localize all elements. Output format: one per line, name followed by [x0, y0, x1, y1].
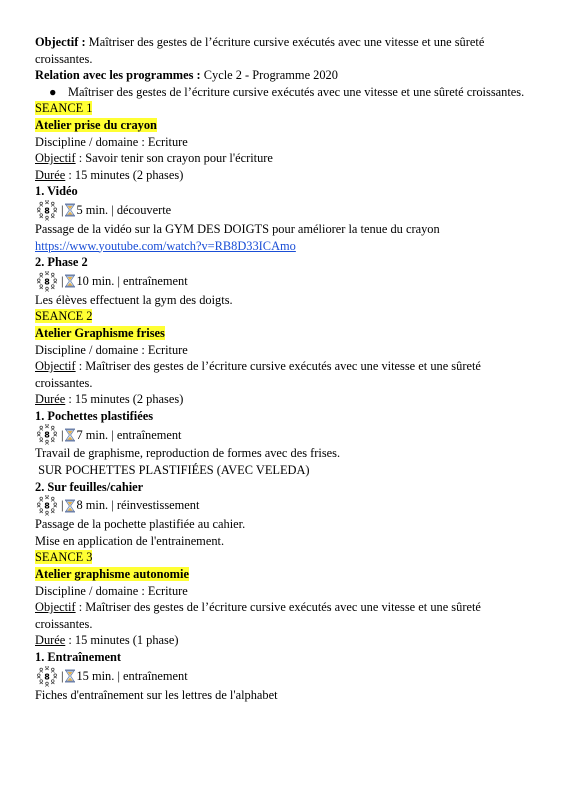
- separator: |: [61, 668, 64, 683]
- phase-description: Passage de la pochette plastifiée au cahier.: [35, 517, 246, 532]
- atelier-2-title: Atelier Graphisme frises: [35, 325, 165, 340]
- phase-duration: 8 min. | réinvestissement: [76, 498, 200, 513]
- seance-1-objective: [35, 150, 535, 167]
- phase-description: SUR POCHETTES PLASTIFIÉES (AVEC VELEDA): [35, 463, 310, 478]
- phase-meta: [35, 495, 535, 516]
- objective-label: Objectif :: [35, 35, 86, 49]
- phase-title: 2. Phase 2: [35, 255, 88, 270]
- phase-meta: [35, 271, 535, 292]
- atelier-1-title: Atelier prise du crayon: [35, 117, 157, 132]
- group-icon: [35, 424, 59, 445]
- objective-text: : Savoir tenir son crayon pour l'écriture: [75, 151, 273, 166]
- group-icon: [35, 271, 59, 292]
- objective-text: : Maîtriser des gestes de l’écriture cursive exécutés avec une vitesse et une sûreté croissantes.: [35, 600, 481, 631]
- phase-meta: [35, 424, 535, 445]
- separator: |: [61, 273, 64, 288]
- program-bullet-text: Maîtriser des gestes de l’écriture cursive exécutés avec une vitesse et une sûreté croissantes.: [68, 84, 525, 99]
- group-icon: [35, 200, 59, 221]
- objective-label: Objectif: [35, 151, 76, 166]
- svg-text:8: 8: [44, 501, 50, 511]
- svg-text:8: 8: [44, 206, 50, 216]
- seance-3-discipline: Discipline / domaine : Ecriture: [35, 583, 188, 598]
- phase-title: 1. Pochettes plastifiées: [35, 408, 154, 423]
- seance-3-objective: [35, 599, 535, 632]
- separator: |: [61, 498, 64, 513]
- seance-2-discipline: Discipline / domaine : Ecriture: [35, 342, 188, 357]
- phase-duration: 10 min. | entraînement: [76, 273, 188, 288]
- separator: |: [61, 427, 64, 442]
- phase-description: Mise en application de l'entrainement.: [35, 533, 225, 548]
- seance-1-duration: [35, 167, 535, 184]
- duration-label: Durée: [35, 167, 66, 182]
- phase-title: 2. Sur feuilles/cahier: [35, 479, 144, 494]
- seance-1-heading: SEANCE 1: [35, 101, 93, 116]
- atelier-3-title: Atelier graphisme autonomie: [35, 567, 189, 582]
- hourglass-icon: [64, 669, 76, 683]
- phase-meta: [35, 666, 535, 687]
- phase-title: 1. Vidéo: [35, 184, 78, 199]
- objective-text: : Maîtriser des gestes de l’écriture cursive exécutés avec une vitesse et une sûreté croissantes.: [35, 359, 481, 390]
- video-link[interactable]: https://www.youtube.com/watch?v=RB8D33ICAmo: [35, 238, 296, 253]
- duration-label: Durée: [35, 633, 66, 648]
- seance-2-heading: SEANCE 2: [35, 309, 93, 324]
- duration-label: Durée: [35, 392, 66, 407]
- document-content: [35, 34, 535, 703]
- relation-line: [35, 67, 535, 84]
- relation-label: Relation avec les programmes :: [35, 68, 201, 83]
- phase-duration: 15 min. | entraînement: [76, 668, 188, 683]
- duration-text: : 15 minutes (1 phase): [65, 633, 179, 648]
- duration-text: : 15 minutes (2 phases): [65, 167, 184, 182]
- group-icon: [35, 666, 59, 687]
- hourglass-icon: [64, 203, 76, 217]
- hourglass-icon: [64, 428, 76, 442]
- svg-text:8: 8: [44, 430, 50, 440]
- objective-line: [35, 34, 535, 67]
- seance-1-discipline: Discipline / domaine : Ecriture: [35, 134, 188, 149]
- phase-duration: 7 min. | entraînement: [76, 427, 182, 442]
- relation-text: Cycle 2 - Programme 2020: [200, 68, 338, 83]
- objective-label: Objectif: [35, 359, 76, 374]
- seance-3-duration: [35, 632, 535, 649]
- phase-title: 1. Entraînement: [35, 650, 122, 664]
- phase-meta: [35, 200, 535, 221]
- seance-3-heading: SEANCE 3: [35, 550, 93, 565]
- svg-text:8: 8: [44, 277, 50, 287]
- hourglass-icon: [64, 499, 76, 513]
- hourglass-icon: [64, 274, 76, 288]
- phase-description: Travail de graphisme, reproduction de formes avec des frises.: [35, 446, 341, 461]
- svg-text:8: 8: [44, 672, 50, 682]
- program-bullet: [35, 84, 535, 101]
- seance-2-objective: [35, 358, 535, 391]
- seance-2-duration: [35, 391, 535, 408]
- phase-description: Passage de la vidéo sur la GYM DES DOIGTS pour améliorer la tenue du crayon: [35, 221, 440, 236]
- objective-text: Maîtriser des gestes de l’écriture cursive exécutés avec une vitesse et une sûreté croissantes.: [35, 35, 485, 66]
- phase-description: Les élèves effectuent la gym des doigts.: [35, 292, 233, 307]
- phase-duration: 5 min. | découverte: [76, 203, 172, 218]
- separator: |: [61, 203, 64, 218]
- duration-text: : 15 minutes (2 phases): [65, 392, 184, 407]
- bullet-icon: ●: [49, 84, 57, 99]
- group-icon: [35, 495, 59, 516]
- phase-description: Fiches d'entraînement sur les lettres de l'alphabet: [35, 687, 278, 702]
- objective-label: Objectif: [35, 600, 76, 615]
